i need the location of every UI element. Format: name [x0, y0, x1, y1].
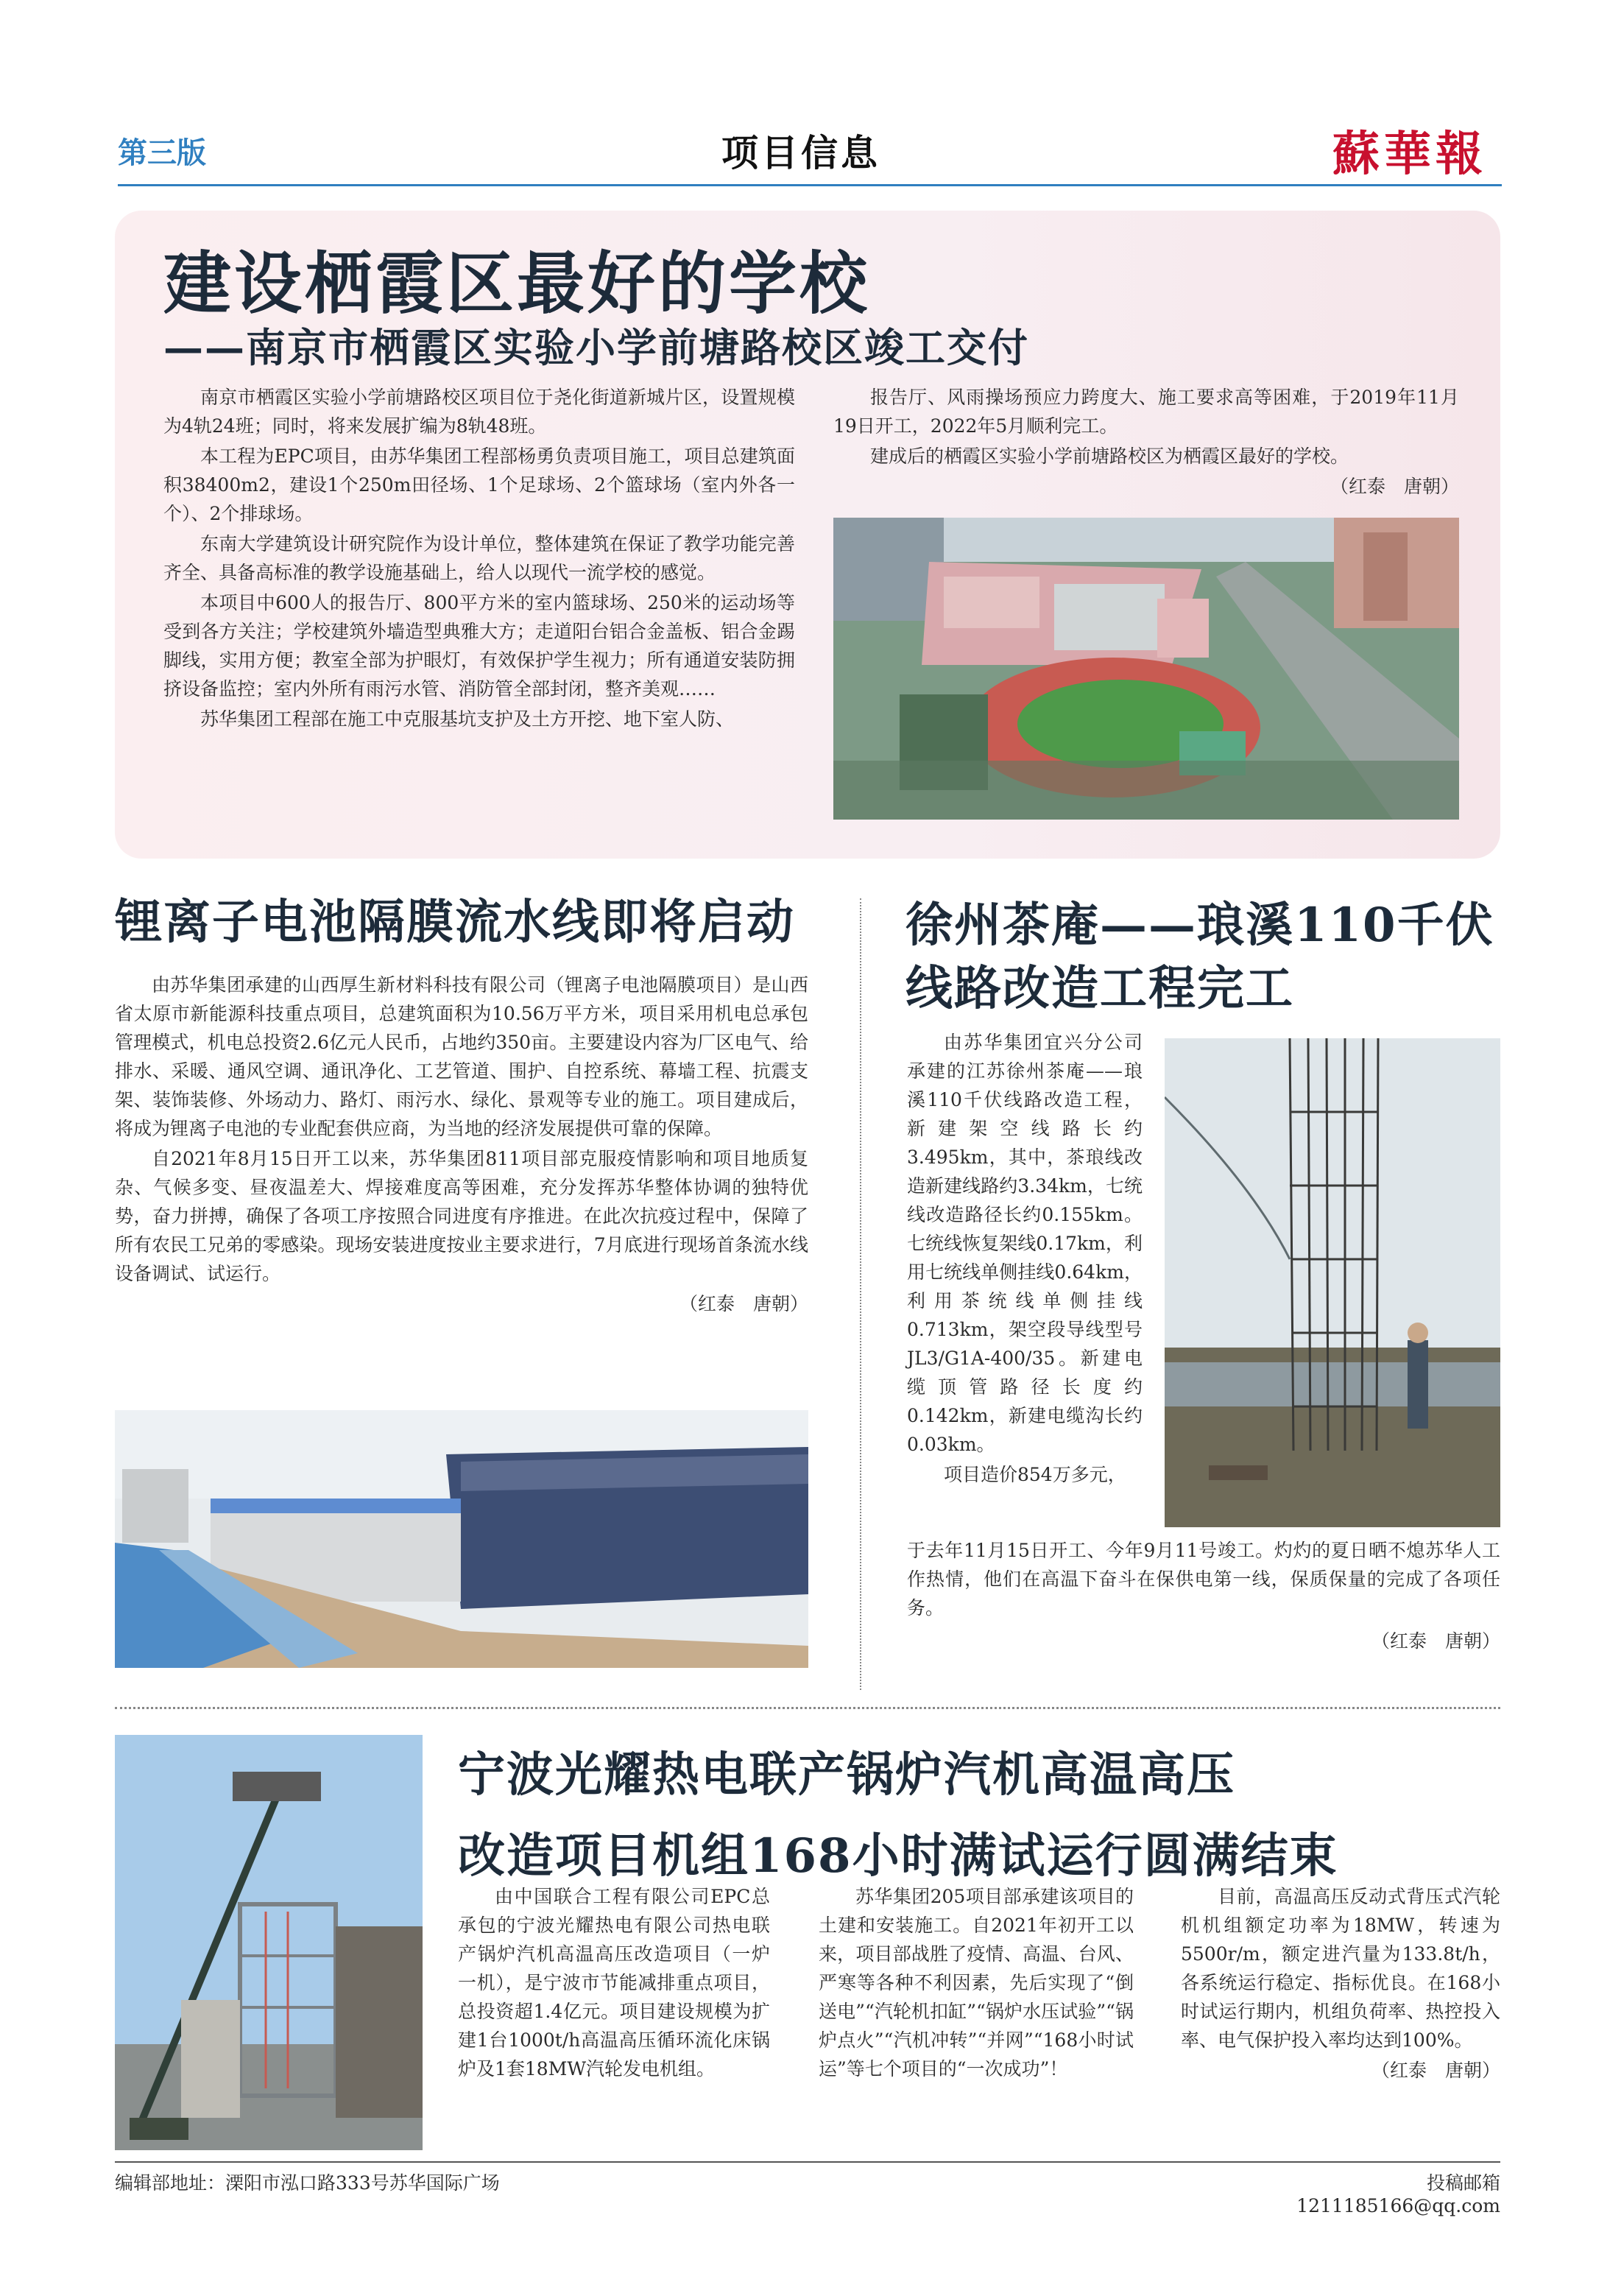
ningbo-title-line1: 宁波光耀热电联产锅炉汽机高温高压	[458, 1747, 1235, 1803]
factory-photo	[115, 1410, 808, 1668]
feature-paragraph: 本工程为EPC项目，由苏华集团工程部杨勇负责项目施工，项目总建筑面积38400m2，建设1个250m田径场、1个足球场、2个篮球场（室内外各一个）、2个排球场。	[163, 446, 795, 524]
footer-divider	[115, 2161, 1500, 2163]
feature-paragraph: 南京市栖霞区实验小学前塘路校区项目位于尧化街道新城片区，设置规模为4轨24班；同时，将来发展扩编为8轨48班。	[163, 387, 795, 437]
feature-byline: （红泰 唐朝）	[1330, 476, 1459, 497]
ningbo-paragraph: 目前，高温高压反动式背压式汽轮机机组额定功率为18MW，转速为5500r/m，额定进汽量为133.8t/h，各系统运行稳定、指标优良。在168小时试运行期内，机组负荷率、热控投入率、电气保护投入率均达到100%。	[1181, 1886, 1500, 2051]
feature-right-column	[833, 383, 1459, 501]
column-divider	[860, 898, 861, 1690]
crane-photo	[115, 1735, 423, 2150]
xuzhou-title-line2: 线路改造工程完工	[905, 961, 1294, 1016]
ningbo-title-line2: 改造项目机组168小时满试运行圆满结束	[458, 1828, 1338, 1884]
feature-left-column	[163, 383, 795, 735]
xuzhou-paragraph: 由苏华集团宜兴分公司承建的江苏徐州茶庵——琅溪110千伏线路改造工程，新建架空线路长约3.495km，其中，茶琅线改造新建线路约3.34km，七统线改造路径长约0.155km。七统线恢复架线0.17km，利用七统线单侧挂线0.64km，利用茶统线单侧挂线0.713km，架空段导线型号JL3/G1A-400/35。新建电缆顶管路径长度约0.142km，新建电缆沟长约0.03km。	[907, 1032, 1143, 1455]
ningbo-column-1	[458, 1882, 770, 2085]
feature-paragraph: 苏华集团工程部在施工中克服基坑支护及土方开挖、地下室人防、	[200, 708, 735, 730]
masthead-logo: 蘇華報	[1332, 127, 1487, 182]
xuzhou-wide-column	[907, 1536, 1500, 1656]
ningbo-paragraph: 苏华集团205项目部承建该项目的土建和安装施工。自2021年初开工以来，项目部战胜了疫情、高温、台风、严寒等各种不利因素，先后实现了“倒送电”“汽轮机扣缸”“锅炉水压试验”“锅炉点火”“汽机冲转”“并网”“168小时试运”等七个项目的“一次成功”！	[819, 1886, 1134, 2080]
edition-label: 第三版	[118, 136, 206, 170]
xuzhou-continuation: 于去年11月15日开工、今年9月11号竣工。灼灼的夏日晒不熄苏华人工作热情，他们在高温下奋斗在保供电第一线，保质保量的完成了各项任务。	[907, 1540, 1500, 1619]
header-divider	[118, 184, 1502, 186]
section-divider	[115, 1707, 1500, 1709]
school-aerial-photo	[833, 518, 1459, 820]
battery-article-body	[115, 971, 808, 1319]
section-title: 项目信息	[721, 132, 880, 175]
submission-email[interactable]: 投稿邮箱 1211185166@qq.com	[1296, 2172, 1500, 2216]
xuzhou-byline: （红泰 唐朝）	[1371, 1630, 1500, 1652]
feature-paragraph: 报告厅、风雨操场预应力跨度大、施工要求高等困难，于2019年11月19日开工，2022年5月顺利完工。	[833, 387, 1459, 437]
battery-paragraph: 自2021年8月15日开工以来，苏华集团811项目部克服疫情影响和项目地质复杂、气候多变、昼夜温差大、焊接难度高等困难，充分发挥苏华整体协调的独特优势，奋力拼搏，确保了各项工序按照合同进度有序推进。在此次抗疫过程中，保障了所有农民工兄弟的零感染。现场安装进度按业主要求进行，7月底进行现场首条流水线设备调试、试运行。	[115, 1148, 808, 1284]
xuzhou-title-line1: 徐州茶庵——琅溪110千伏	[905, 898, 1494, 953]
ningbo-column-2	[819, 1882, 1134, 2085]
xuzhou-article-title	[905, 894, 1502, 1021]
feature-subtitle: ——南京市栖霞区实验小学前塘路校区竣工交付	[163, 324, 1029, 371]
feature-title: 建设栖霞区最好的学校	[163, 244, 871, 323]
xuzhou-paragraph: 项目造价854万多元，	[944, 1464, 1126, 1485]
ningbo-article-title	[458, 1735, 1500, 1897]
feature-paragraph: 东南大学建筑设计研究院作为设计单位，整体建筑在保证了教学功能完善齐全、具备高标准的教学设施基础上，给人以现代一流学校的感觉。	[163, 533, 795, 583]
battery-paragraph: 由苏华集团承建的山西厚生新材料科技有限公司（锂离子电池隔膜项目）是山西省太原市新能源科技重点项目，总建筑面积为10.56万平方米，项目采用机电总承包管理模式，机电总投资2.6亿元人民币，占地约350亩。主要建设内容为厂区电气、给排水、采暖、通风空调、通讯净化、工艺管道、围护、自控系统、幕墙工程、抗震支架、装饰装修、外场动力、路灯、雨污水、绿化、景观等专业的施工。项目建成后，将成为锂离子电池的专业配套供应商，为当地的经济发展提供可靠的保障。	[115, 974, 808, 1139]
editorial-address: 编辑部地址：溧阳市泓口路333号苏华国际广场	[115, 2172, 500, 2194]
feature-paragraph: 本项目中600人的报告厅、800平方米的室内篮球场、250米的运动场等受到各方关注；学校建筑外墙造型典雅大方；走道阳台铝合金盖板、铝合金踢脚线，实用方便；教室全部为护眼灯，有效保护学生视力；所有通道安装防拥挤设备监控；室内外所有雨污水管、消防管全部封闭，整齐美观……	[163, 592, 795, 700]
xuzhou-narrow-column	[907, 1028, 1143, 1490]
battery-article-title: 锂离子电池隔膜流水线即将启动	[115, 895, 795, 950]
ningbo-column-3	[1181, 1882, 1500, 2085]
feature-paragraph: 建成后的栖霞区实验小学前塘路校区为栖霞区最好的学校。	[870, 446, 1349, 467]
battery-byline: （红泰 唐朝）	[679, 1293, 808, 1314]
ningbo-byline: （红泰 唐朝）	[1371, 2060, 1500, 2081]
power-tower-photo	[1165, 1038, 1500, 1527]
ningbo-paragraph: 由中国联合工程有限公司EPC总承包的宁波光耀热电有限公司热电联产锅炉汽机高温高压改造项目（一炉一机），是宁波市节能减排重点项目，总投资超1.4亿元。项目建设规模为扩建1台1000t/h高温高压循环流化床锅炉及1套18MW汽轮发电机组。	[458, 1886, 770, 2080]
